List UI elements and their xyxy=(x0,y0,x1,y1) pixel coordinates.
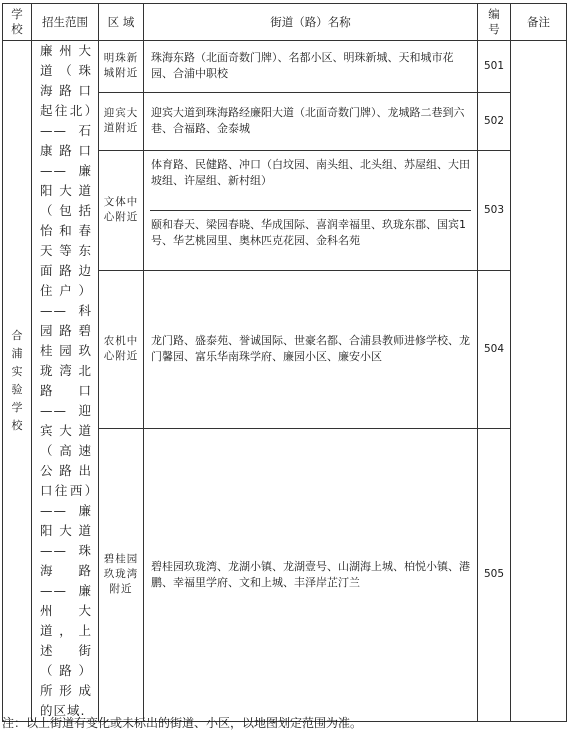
street-cell xyxy=(144,270,478,428)
area-label: 迎宾大道附近 xyxy=(103,107,139,135)
row-number: 504 xyxy=(478,270,511,428)
enrollment-range: 廉州大道（珠海路口起往北）——石康路口——廉阳大道（包括怡和春天等东面路边住户）——科园路碧桂园玖珑湾北路口——迎宾大道（高速公路出口往西）——廉阳大道——珠海路——廉州大道，上述街（路）所形成的区域. xyxy=(40,43,92,718)
street-cell xyxy=(144,428,478,721)
row-number: 502 xyxy=(478,92,511,151)
area-label: 农机中心附近 xyxy=(103,335,139,363)
street-list: 龙门路、盛泰苑、誉诚国际、世豪名都、合浦县教师进修学校、龙门馨园、富乐华南珠学府、廉园小区、廉安小区 xyxy=(151,334,470,364)
area-cell xyxy=(99,428,144,721)
street-list: 体育路、民健路、冲口（白坟园、南头组、北头组、苏屋组、大田坡组、许屋组、新村组） xyxy=(151,158,470,188)
enrollment-table xyxy=(2,3,567,722)
street-cell xyxy=(144,151,478,270)
area-cell xyxy=(99,270,144,428)
school-cell xyxy=(3,41,32,722)
area-cell xyxy=(99,92,144,151)
street-cell xyxy=(144,41,478,93)
street-cell xyxy=(144,92,478,151)
street-list: 颐和春天、梁园春晓、华成国际、喜润幸福里、玖珑东郡、国宾1号、华艺桃园里、奥林匹克花园、金科名苑 xyxy=(151,218,466,248)
area-cell xyxy=(99,151,144,270)
footnote: 注：以上街道有变化或未标出的街道、小区，以地图划定范围为准。 xyxy=(2,716,363,730)
street-list: 迎宾大道到珠海路经廉阳大道（北面奇数门牌）、龙城路二巷到六巷、合福路、金泰城 xyxy=(151,106,465,136)
header-school: 学校 xyxy=(3,4,32,41)
area-label: 碧桂园玖珑湾附近 xyxy=(103,553,139,596)
header-street: 街道（路）名称 xyxy=(144,4,478,41)
school-name: 合浦实验学校 xyxy=(11,329,23,432)
area-cell xyxy=(99,41,144,93)
header-range: 招生范围 xyxy=(32,4,99,41)
street-list: 珠海东路（北面奇数门牌）、名都小区、明珠新城、天和城市花园、合浦中职校 xyxy=(151,51,454,81)
area-label: 文体中心附近 xyxy=(103,196,139,224)
street-list: 碧桂园玖珑湾、龙湖小镇、龙湖壹号、山湖海上城、柏悦小镇、港鹏、幸福里学府、文和上城、丰泽岸芷汀兰 xyxy=(151,559,470,589)
remark-cell xyxy=(511,41,567,722)
row-number: 501 xyxy=(478,41,511,93)
header-number: 编号 xyxy=(478,4,511,41)
range-cell xyxy=(32,41,99,722)
header-area: 区 域 xyxy=(99,4,144,41)
header-remark: 备注 xyxy=(511,4,567,41)
area-label: 明珠新城附近 xyxy=(103,52,139,80)
table-row xyxy=(3,41,567,93)
row-number: 505 xyxy=(478,428,511,721)
table-header-row xyxy=(3,4,567,41)
row-number: 503 xyxy=(478,151,511,270)
